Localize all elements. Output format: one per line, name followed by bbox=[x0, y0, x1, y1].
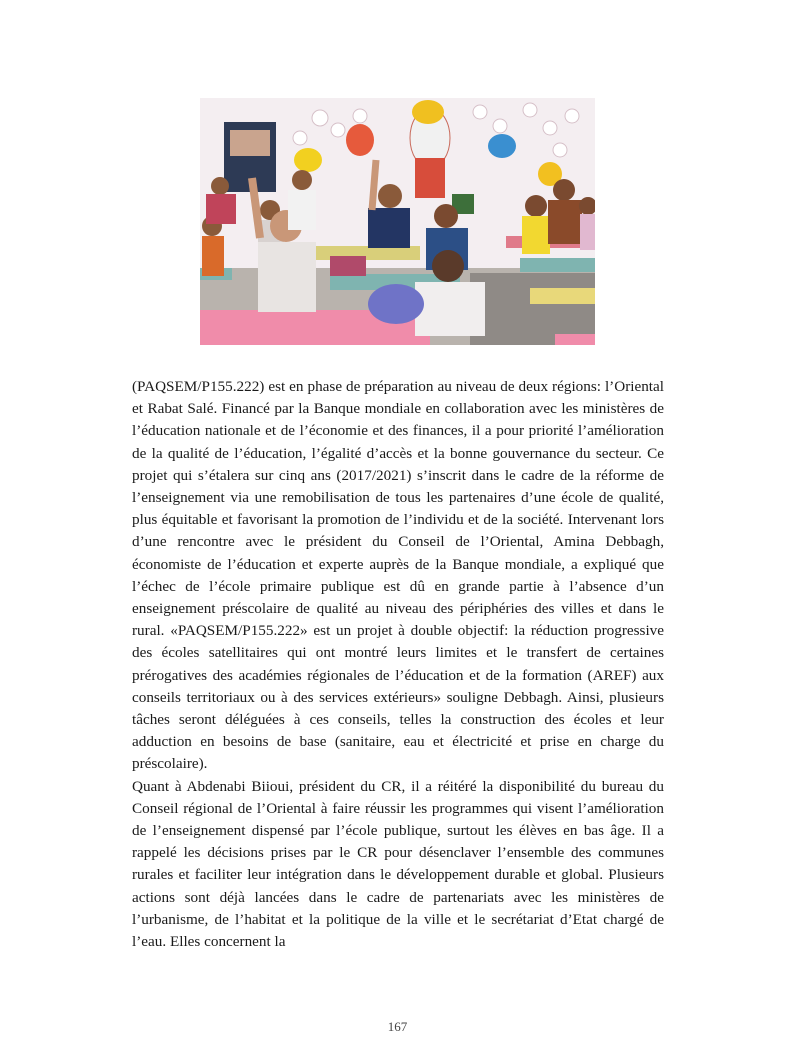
paragraph-1: (PAQSEM/P155.222) est en phase de préparation au niveau de deux régions: l’Oriental et Rabat Salé. Financé par la Banque mondiale en collaboration avec les ministères de l’éducation nationale et de l’économie et des finances, il a pour priorité l’amélioration de la qualité de l’éducation, l’égalité d’accès et la bonne gouvernance du secteur. Ce projet qui s’étalera sur cinq ans (2017/2021) s’inscrit dans le cadre de la réforme de l’enseignement via une remobilisation de tous les partenaires d’une école de qualité, plus équitable et favorisant la promotion de l’individu et de la société. Intervenant lors d’une rencontre avec le président du Conseil de l’Oriental, Amina Debbagh, économiste de l’éducation et experte auprès de la Banque mondiale, a expliqué que l’échec de l’école primaire publique est dû en grande partie à l’absence d’un enseignement préscolaire de qualité au niveau des périphéries des villes et dans le rural. «PAQSEM/P155.222» est un projet à double objectif: la réduction progressive des écoles satellitaires qui ont montré leurs limites et le transfert de certaines prérogatives des académies régionales de l’éducation et de la formation (AREF) aux conseils territoriaux ou à des services extérieurs» souligne Debbagh. Ainsi, plusieurs tâches seront déléguées à ces conseils, telles la construction des écoles et leur adduction en besoins de base (sanitaire, eau et électricité et prise en charge du préscolaire). bbox=[132, 378, 664, 773]
article-body bbox=[132, 376, 664, 953]
paragraph-2: Quant à Abdenabi Biioui, président du CR, il a réitéré la disponibilité du bureau du Conseil régional de l’Oriental à faire réussir les programmes qui visent l’amélioration de l’enseignement dispensé par l’école publique, surtout les élèves en bas âge. Il a rappelé les décisions prises par le CR pour désenclaver l’ensemble des communes rurales et faciliter leur intégration dans le développement durable et global. Plusieurs actions sont déjà lancées dans le cadre de partenariats avec les ministères de l’urbanisme, de l’habitat et la politique de la ville et le secrétariat d’Etat chargé de l’eau. Elles concernent la bbox=[132, 777, 664, 951]
classroom-photo bbox=[200, 98, 595, 345]
classroom-illustration bbox=[200, 98, 595, 345]
page-number: 167 bbox=[387, 1019, 408, 1034]
